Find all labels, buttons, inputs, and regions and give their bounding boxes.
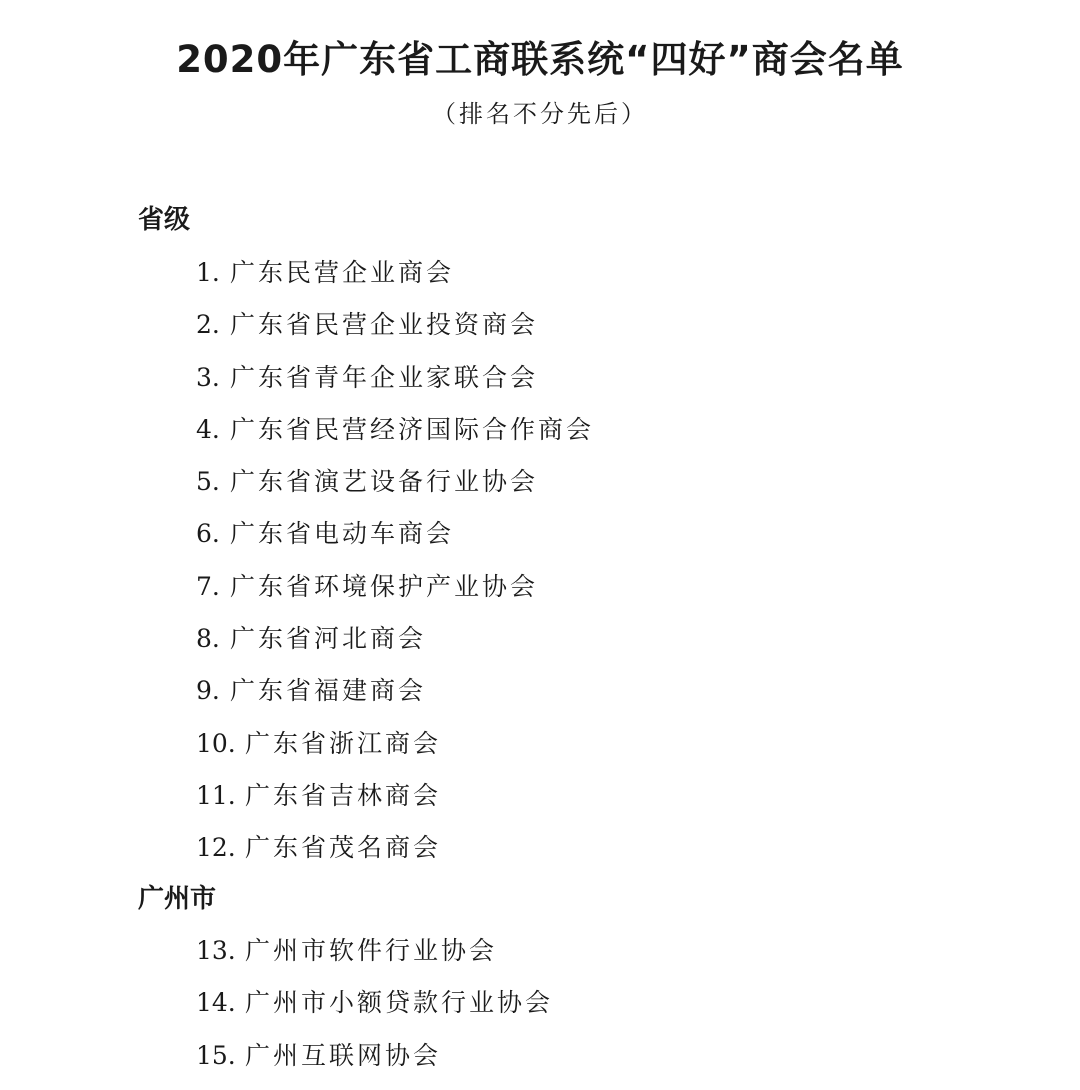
item-name: 广东省浙江商会 (245, 728, 442, 758)
item-number: 1. (196, 258, 220, 287)
list-item (196, 673, 594, 725)
item-number: 6. (196, 519, 220, 549)
item-name: 广州市小额贷款行业协会 (245, 988, 554, 1018)
item-number: 15. (196, 1040, 236, 1070)
item-number: 9. (196, 676, 220, 706)
section-heading-provincial: 省级 (138, 205, 191, 235)
item-name: 广东省环境保护产业协会 (230, 571, 539, 601)
item-name: 广东省茂名商会 (245, 833, 442, 863)
list-item (196, 830, 594, 882)
list-item (196, 985, 553, 1037)
item-name: 广东省青年企业家联合会 (230, 362, 539, 392)
item-number: 12. (196, 833, 236, 863)
list-item (196, 412, 594, 464)
item-number: 11. (196, 780, 236, 810)
list-item (196, 516, 594, 568)
list-item (196, 307, 594, 359)
item-number: 4. (196, 414, 220, 444)
item-number: 14. (196, 988, 236, 1018)
section-heading-guangzhou: 广州市 (138, 884, 217, 914)
item-number: 13. (196, 936, 236, 965)
guangzhou-list (196, 933, 553, 1090)
list-item (196, 726, 594, 778)
list-item (196, 569, 594, 621)
document-title: 2020年广东省工商联系统“四好”商会名单 (176, 38, 904, 81)
list-item (196, 1038, 553, 1090)
item-name: 广东省民营经济国际合作商会 (230, 414, 595, 444)
item-number: 3. (196, 362, 220, 392)
item-name: 广东省民营企业投资商会 (230, 310, 539, 340)
item-name: 广东省演艺设备行业协会 (230, 467, 539, 497)
item-name: 广州市软件行业协会 (245, 936, 498, 965)
item-number: 2. (196, 310, 220, 340)
list-item (196, 360, 594, 412)
list-item (196, 255, 594, 307)
item-name: 广州互联网协会 (245, 1040, 442, 1070)
list-item (196, 464, 594, 516)
list-item (196, 778, 594, 830)
item-number: 5. (196, 467, 220, 497)
item-number: 10. (196, 728, 236, 758)
item-name: 广东省福建商会 (230, 676, 427, 706)
item-name: 广东民营企业商会 (230, 258, 455, 287)
item-name: 广东省电动车商会 (230, 519, 455, 549)
provincial-list (196, 255, 594, 883)
item-number: 8. (196, 624, 220, 654)
item-name: 广东省吉林商会 (245, 780, 442, 810)
item-name: 广东省河北商会 (230, 624, 427, 654)
document-subtitle: （排名不分先后） (432, 100, 648, 128)
list-item (196, 933, 553, 985)
list-item (196, 621, 594, 673)
item-number: 7. (196, 571, 220, 601)
